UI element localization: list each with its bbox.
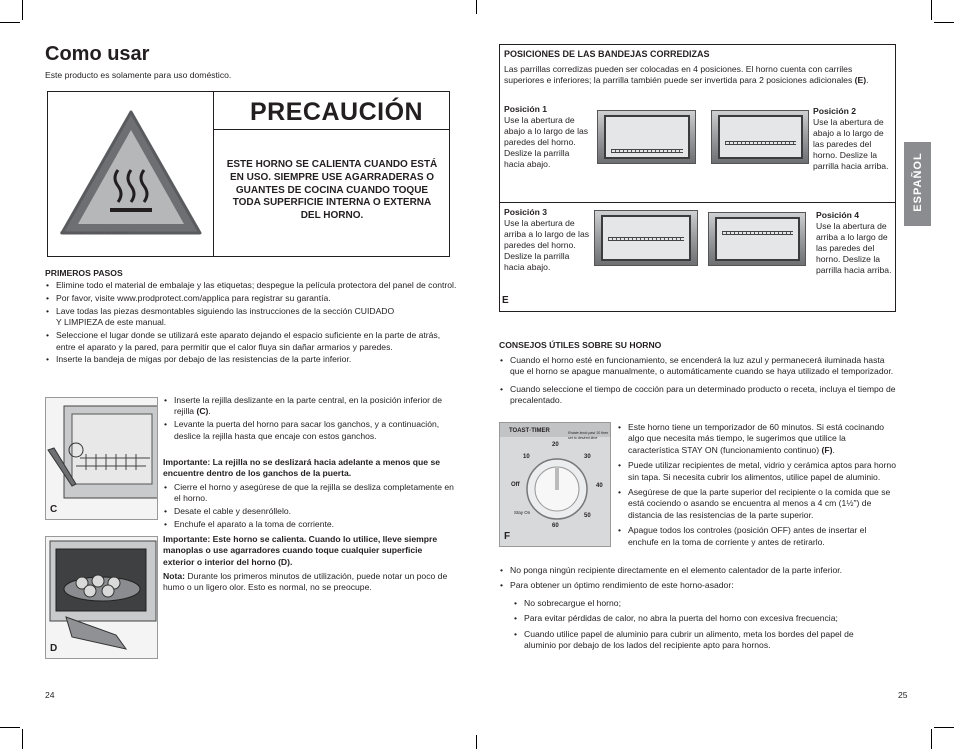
list-item: • Levante la puerta del horno para sacar los ganchos, y a continuación, deslice la rejilla hasta que encaje con estos ganchos.: [163, 419, 455, 442]
sub-items-list: [513, 598, 883, 653]
primeros-heading: PRIMEROS PASOS: [45, 268, 123, 278]
dial-hint: Rotate knob past 10 then set to desired time: [568, 431, 609, 440]
crop-mark: [934, 22, 954, 23]
crop-mark: [0, 22, 20, 23]
importante-note-2: Importante: Este horno se calienta. Cuando lo utilice, lleve siempre manoplas o use agarradores cuando toque cualquier superficie exterior o interior del horno (D).: [163, 534, 438, 567]
divider: [500, 202, 895, 203]
dial-brand: TOAST·TIMER: [509, 428, 550, 434]
list-item: • Para obtener un óptimo rendimiento de este horno-asador:: [499, 580, 898, 591]
list-item: • Lave todas las piezas desmontables siguiendo las instrucciones de la sección CUIDADO Y LIMPIEZA de este manual.: [45, 306, 457, 329]
dial-off-label: Off: [511, 482, 520, 488]
figure-f: [499, 422, 611, 547]
list-item: • Enchufe el aparato a la toma de corriente.: [163, 519, 455, 530]
oven-photo-4: [708, 212, 806, 266]
consejos-list-top: [499, 355, 898, 408]
figure-c: [45, 397, 158, 520]
nota-note: Nota: Durante los primeros minutos de utilización, puede notar un poco de humo o un ligero olor. Esto es normal, no se preocupe.: [163, 571, 448, 593]
language-tab-label: ESPAÑOL: [912, 152, 924, 212]
posicion-3: Posición 3 Use la abertura de arriba a lo largo de las paredes del horno. Deslize la parrilla hacia abajo.: [504, 207, 590, 272]
list-item: • Cierre el horno y asegúrese de que la rejilla se desliza completamente en el horno.: [163, 482, 455, 505]
posiciones-box: [499, 44, 896, 312]
crop-mark: [22, 0, 23, 20]
crop-mark: [476, 0, 477, 14]
list-item: • Puede utilizar recipientes de metal, vidrio y cerámica aptos para horno sin tapa. Si necesita cubrir los alimentos, utilice papel de aluminio.: [617, 460, 897, 483]
dial-tick: 50: [584, 513, 591, 519]
posiciones-intro: Las parrillas corredizas pueden ser colocadas en 4 posiciones. El horno cuenta con carriles superiores e inferiores; la parrilla también puede ser invertida para 2 posiciones adicionales (E).: [504, 64, 869, 86]
warning-title-cell: [214, 92, 450, 130]
oven-photo-2: [711, 110, 809, 164]
oven-photo-1: [597, 110, 696, 164]
oven-photo-3: [594, 210, 698, 266]
crop-mark: [934, 727, 954, 728]
figure-d: [45, 536, 158, 659]
sign-fine-print: FCS. LLC 800-720-0291 No. 00448-SC: [60, 230, 131, 235]
list-item: • Por favor, visite www.prodprotect.com/applica para registrar su garantía.: [45, 293, 457, 304]
warning-text: ESTE HORNO SE CALIENTA CUANDO ESTÁ EN USO. SIEMPRE USE AGARRADERAS O GUANTES DE COCINA CUANDO TOQUE TODA SUPERFICIE INTERNA O EXTERNA DEL HORNO.: [226, 159, 438, 222]
warning-title: PRECAUCIÓN: [250, 98, 424, 126]
figure-label: E: [502, 295, 509, 306]
posicion-2: Posición 2 Use la abertura de abajo a lo largo de las paredes del horno. Deslize la parrilla hacia arriba.: [813, 106, 889, 171]
instructions-list-a: [163, 395, 455, 444]
crop-mark: [22, 729, 23, 749]
crop-mark: [476, 735, 477, 749]
dial-tick: 60: [552, 523, 559, 529]
posicion-1: Posición 1 Use la abertura de abajo a lo largo de las paredes del horno. Deslize la parrilla hacia abajo.: [504, 104, 589, 169]
list-item: • No ponga ningún recipiente directamente en el elemento calentador de la parte inferior.: [499, 565, 898, 576]
instructions-list-b: [163, 482, 455, 532]
page-number-left: 24: [45, 690, 55, 700]
page-subtitle: Este producto es solamente para uso doméstico.: [45, 70, 232, 80]
primeros-list: [45, 280, 457, 367]
crop-mark: [0, 727, 20, 728]
list-item: • Asegúrese de que la parte superior del recipiente o la comida que se está cociendo o asando se encuentra al menos a 4 cm (1½") de distancia de las resistencias de la parte superior.: [617, 487, 897, 521]
list-item: • Cuando utilice papel de aluminio para cubrir un alimento, meta los bordes del papel de aluminio por debajo de los lados del recipiente apto para hornos.: [513, 629, 883, 652]
dial-tick: 30: [584, 454, 591, 460]
dial-tick: 10: [523, 454, 530, 460]
consejos-heading: CONSEJOS ÚTILES SOBRE SU HORNO: [499, 340, 662, 350]
list-item: • Cuando seleccione el tiempo de cocción para un determinado producto o receta, incluya el tiempo de precalentado.: [499, 384, 898, 407]
warning-box: [47, 91, 450, 257]
page-title: Como usar: [45, 43, 150, 65]
oven-rack-illustration: [46, 398, 158, 520]
importante-note-1: Importante: La rejilla no se deslizará hacia adelante a menos que se encuentre dentro de los ganchos de la puerta.: [163, 457, 441, 479]
list-item: • No sobrecargue el horno;: [513, 598, 883, 609]
list-item: • Apague todos los controles (posición OFF) antes de insertar el enchufe en la toma de corriente y antes de retirarlo.: [617, 525, 897, 548]
posicion-4: Posición 4 Use la abertura de arriba a lo largo de las paredes del horno. Deslize la parrilla hacia arriba.: [816, 210, 892, 275]
language-tab: [904, 142, 931, 226]
crop-mark: [931, 729, 932, 749]
list-item: • Desate el cable y desenróllelo.: [163, 506, 455, 517]
dial-tick: 40: [596, 483, 603, 489]
list-item: • Para evitar pérdidas de calor, no abra la puerta del horno con excesiva frecuencia;: [513, 613, 883, 624]
consejos-timer-list: [617, 422, 897, 550]
figure-label: D: [50, 643, 58, 654]
dial-tick: 20: [552, 442, 559, 448]
list-item: • Cuando el horno esté en funcionamiento, se encenderá la luz azul y permanecerá iluminada hasta que el horno se apague manualmente, o automáticamente cuando se haya utilizado el temporizador.: [499, 355, 898, 378]
dial-stay-on-label: Stay On: [514, 510, 531, 515]
hot-surface-sign: [48, 92, 214, 256]
list-item: • Inserte la bandeja de migas por debajo de las resistencias de la parte inferior.: [45, 354, 457, 365]
crop-mark: [931, 0, 932, 20]
figure-label: F: [504, 531, 511, 542]
posiciones-heading: POSICIONES DE LAS BANDEJAS CORREDIZAS: [504, 49, 710, 59]
list-item: • Inserte la rejilla deslizante en la parte central, en la posición inferior de rejilla (C).: [163, 395, 455, 418]
oven-mitt-illustration: [46, 537, 158, 659]
list-item: • Seleccione el lugar donde se utilizará este aparato dejando el espacio suficiente en la parte de atrás, entre el aparato y la pared, para permitir que el calor fluya sin dañar armarios y paredes.: [45, 330, 457, 353]
list-item: • Este horno tiene un temporizador de 60 minutos. Si está cocinando algo que necesita más tiempo, le sugerimos que utilice la característica STAY ON (funcionamiento continuo) (F).: [617, 422, 897, 456]
page-number-right: 25: [898, 690, 908, 700]
list-item: • Elimine todo el material de embalaje y las etiquetas; despegue la película protectora del panel de control.: [45, 280, 457, 291]
figure-label: C: [50, 504, 58, 515]
consejos-list-bottom: [499, 565, 898, 593]
